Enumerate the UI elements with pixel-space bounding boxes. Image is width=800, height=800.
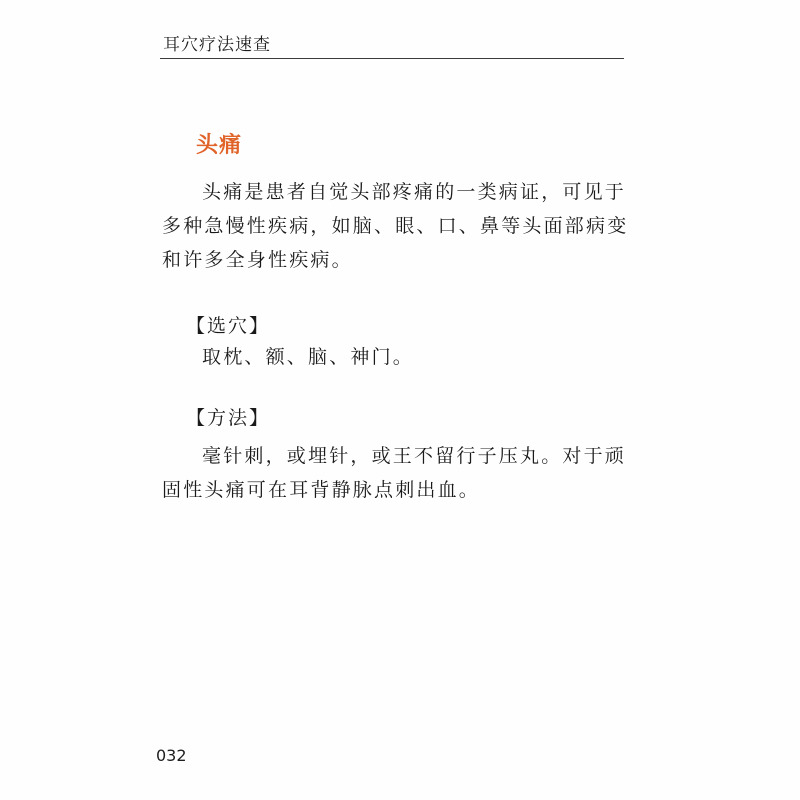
page-number: 032 — [156, 746, 187, 765]
section-title: 头痛 — [196, 132, 243, 158]
method-paragraph — [162, 439, 632, 507]
header-rule — [160, 58, 624, 59]
running-header: 耳穴疗法速查 — [163, 35, 271, 55]
acupoints-text: 取枕、额、脑、神门。 — [202, 346, 415, 368]
intro-paragraph — [162, 175, 632, 277]
method-text: 毫针刺，或埋针，或王不留行子压丸。对于顽固性头痛可在耳背静脉点刺出血。 — [162, 445, 627, 501]
intro-text: 头痛是患者自觉头部疼痛的一类病证，可见于多种急慢性疾病，如脑、眼、口、鼻等头面部病变和许多全身性疾病。 — [162, 181, 629, 271]
acupoints-paragraph — [162, 340, 632, 374]
acupoints-label: 【选穴】 — [186, 315, 271, 337]
method-label: 【方法】 — [186, 407, 271, 429]
